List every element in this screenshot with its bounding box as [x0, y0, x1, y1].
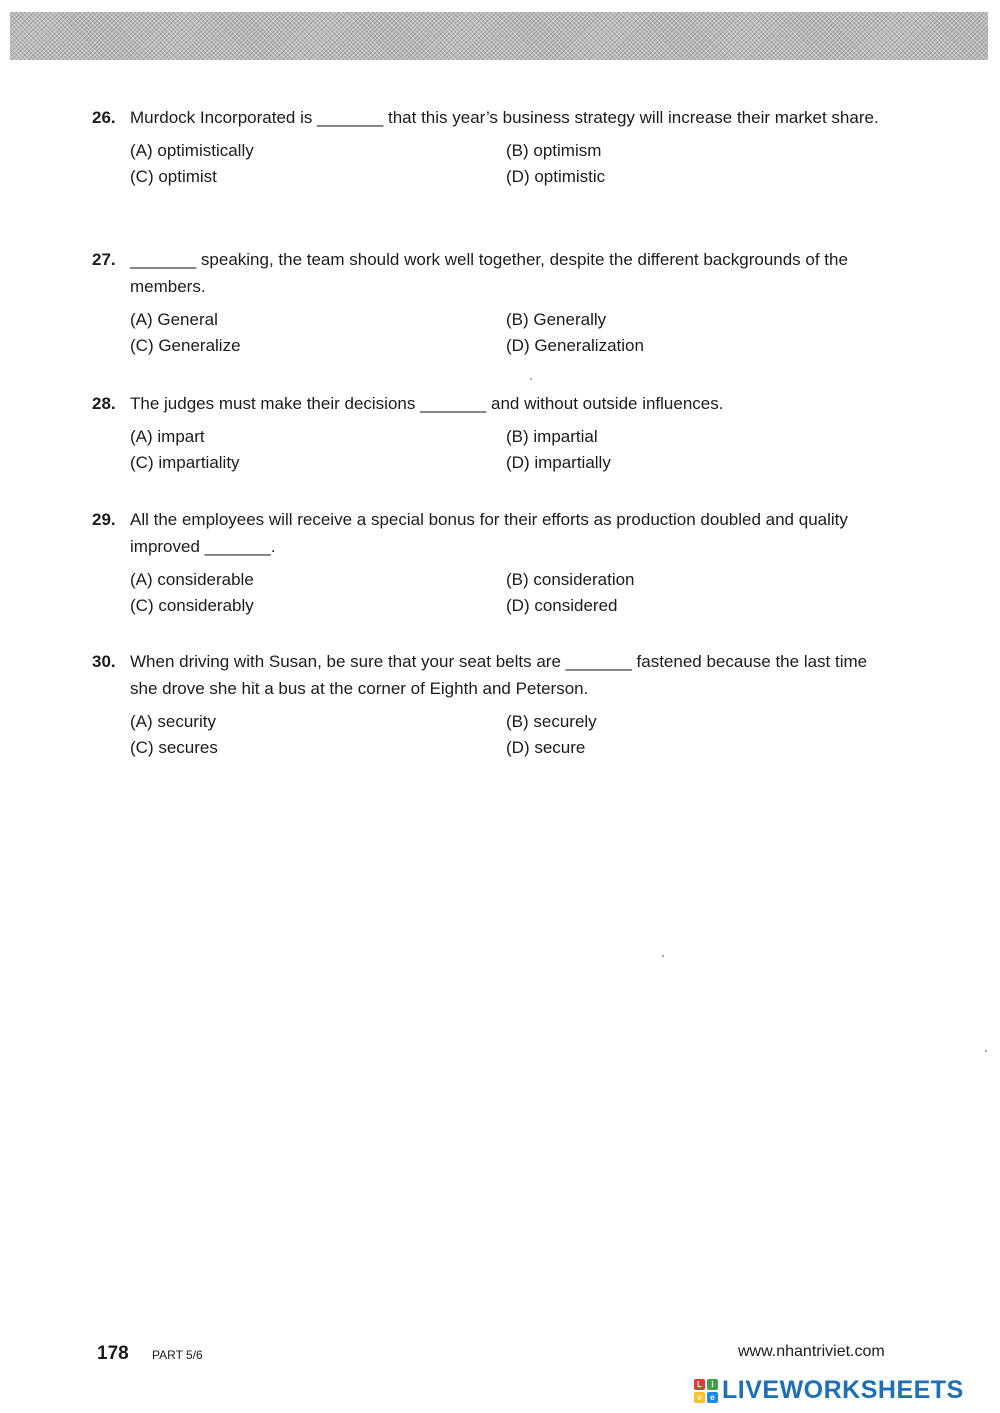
question-number: 29. [92, 510, 116, 529]
question-28 [92, 390, 892, 475]
option-c[interactable]: (C) optimist [130, 167, 217, 186]
option-b[interactable]: (B) consideration [506, 570, 635, 589]
option-d[interactable]: (D) Generalization [506, 336, 644, 355]
option-c[interactable]: (C) impartiality [130, 453, 240, 472]
option-a[interactable]: (A) security [130, 712, 216, 731]
option-d[interactable]: (D) secure [506, 738, 586, 757]
question-30 [92, 648, 892, 760]
option-d[interactable]: (D) optimistic [506, 167, 606, 186]
option-c[interactable]: (C) secures [130, 738, 218, 757]
option-a[interactable]: (A) optimistically [130, 141, 254, 160]
option-b[interactable]: (B) securely [506, 712, 597, 731]
option-b[interactable]: (B) impartial [506, 427, 598, 446]
liveworksheets-logo[interactable] [694, 1376, 964, 1405]
scan-speck [530, 378, 532, 380]
option-d[interactable]: (D) considered [506, 596, 618, 615]
question-text: The judges must make their decisions _______ and without outside influences. [130, 394, 724, 413]
part-label: PART 5/6 [152, 1348, 203, 1362]
scan-speck [985, 1050, 987, 1052]
page-number: 178 [97, 1343, 129, 1364]
option-d[interactable]: (D) impartially [506, 453, 611, 472]
header-band [10, 12, 988, 60]
option-a[interactable]: (A) General [130, 310, 218, 329]
liveworksheets-mark-icon [694, 1379, 718, 1403]
logo-text: LIVEWORKSHEETS [722, 1376, 964, 1404]
question-text: All the employees will receive a special bonus for their efforts as production doubled and quality improved _______. [130, 510, 848, 556]
website-url[interactable]: www.nhantriviet.com [738, 1343, 885, 1360]
option-a[interactable]: (A) considerable [130, 570, 254, 589]
logo-mark-tile: i [707, 1379, 718, 1390]
question-number: 30. [92, 652, 116, 671]
question-text: _______ speaking, the team should work well together, despite the different backgrounds of the members. [130, 250, 848, 296]
question-26 [92, 104, 892, 189]
scan-speck [662, 955, 664, 957]
logo-mark-tile: e [707, 1392, 718, 1403]
option-b[interactable]: (B) optimism [506, 141, 602, 160]
logo-mark-tile: L [694, 1379, 705, 1390]
question-29 [92, 506, 892, 618]
option-a[interactable]: (A) impart [130, 427, 205, 446]
option-c[interactable]: (C) Generalize [130, 336, 241, 355]
option-b[interactable]: (B) Generally [506, 310, 607, 329]
question-text: Murdock Incorporated is _______ that this year’s business strategy will increase their market share. [130, 108, 879, 127]
option-c[interactable]: (C) considerably [130, 596, 254, 615]
question-number: 27. [92, 250, 116, 269]
question-27 [92, 246, 892, 358]
question-text: When driving with Susan, be sure that your seat belts are _______ fastened because the last time she drove she hit a bus at the corner of Eighth and Peterson. [130, 652, 868, 698]
question-number: 28. [92, 394, 116, 413]
question-number: 26. [92, 108, 116, 127]
logo-mark-tile: v [694, 1392, 705, 1403]
